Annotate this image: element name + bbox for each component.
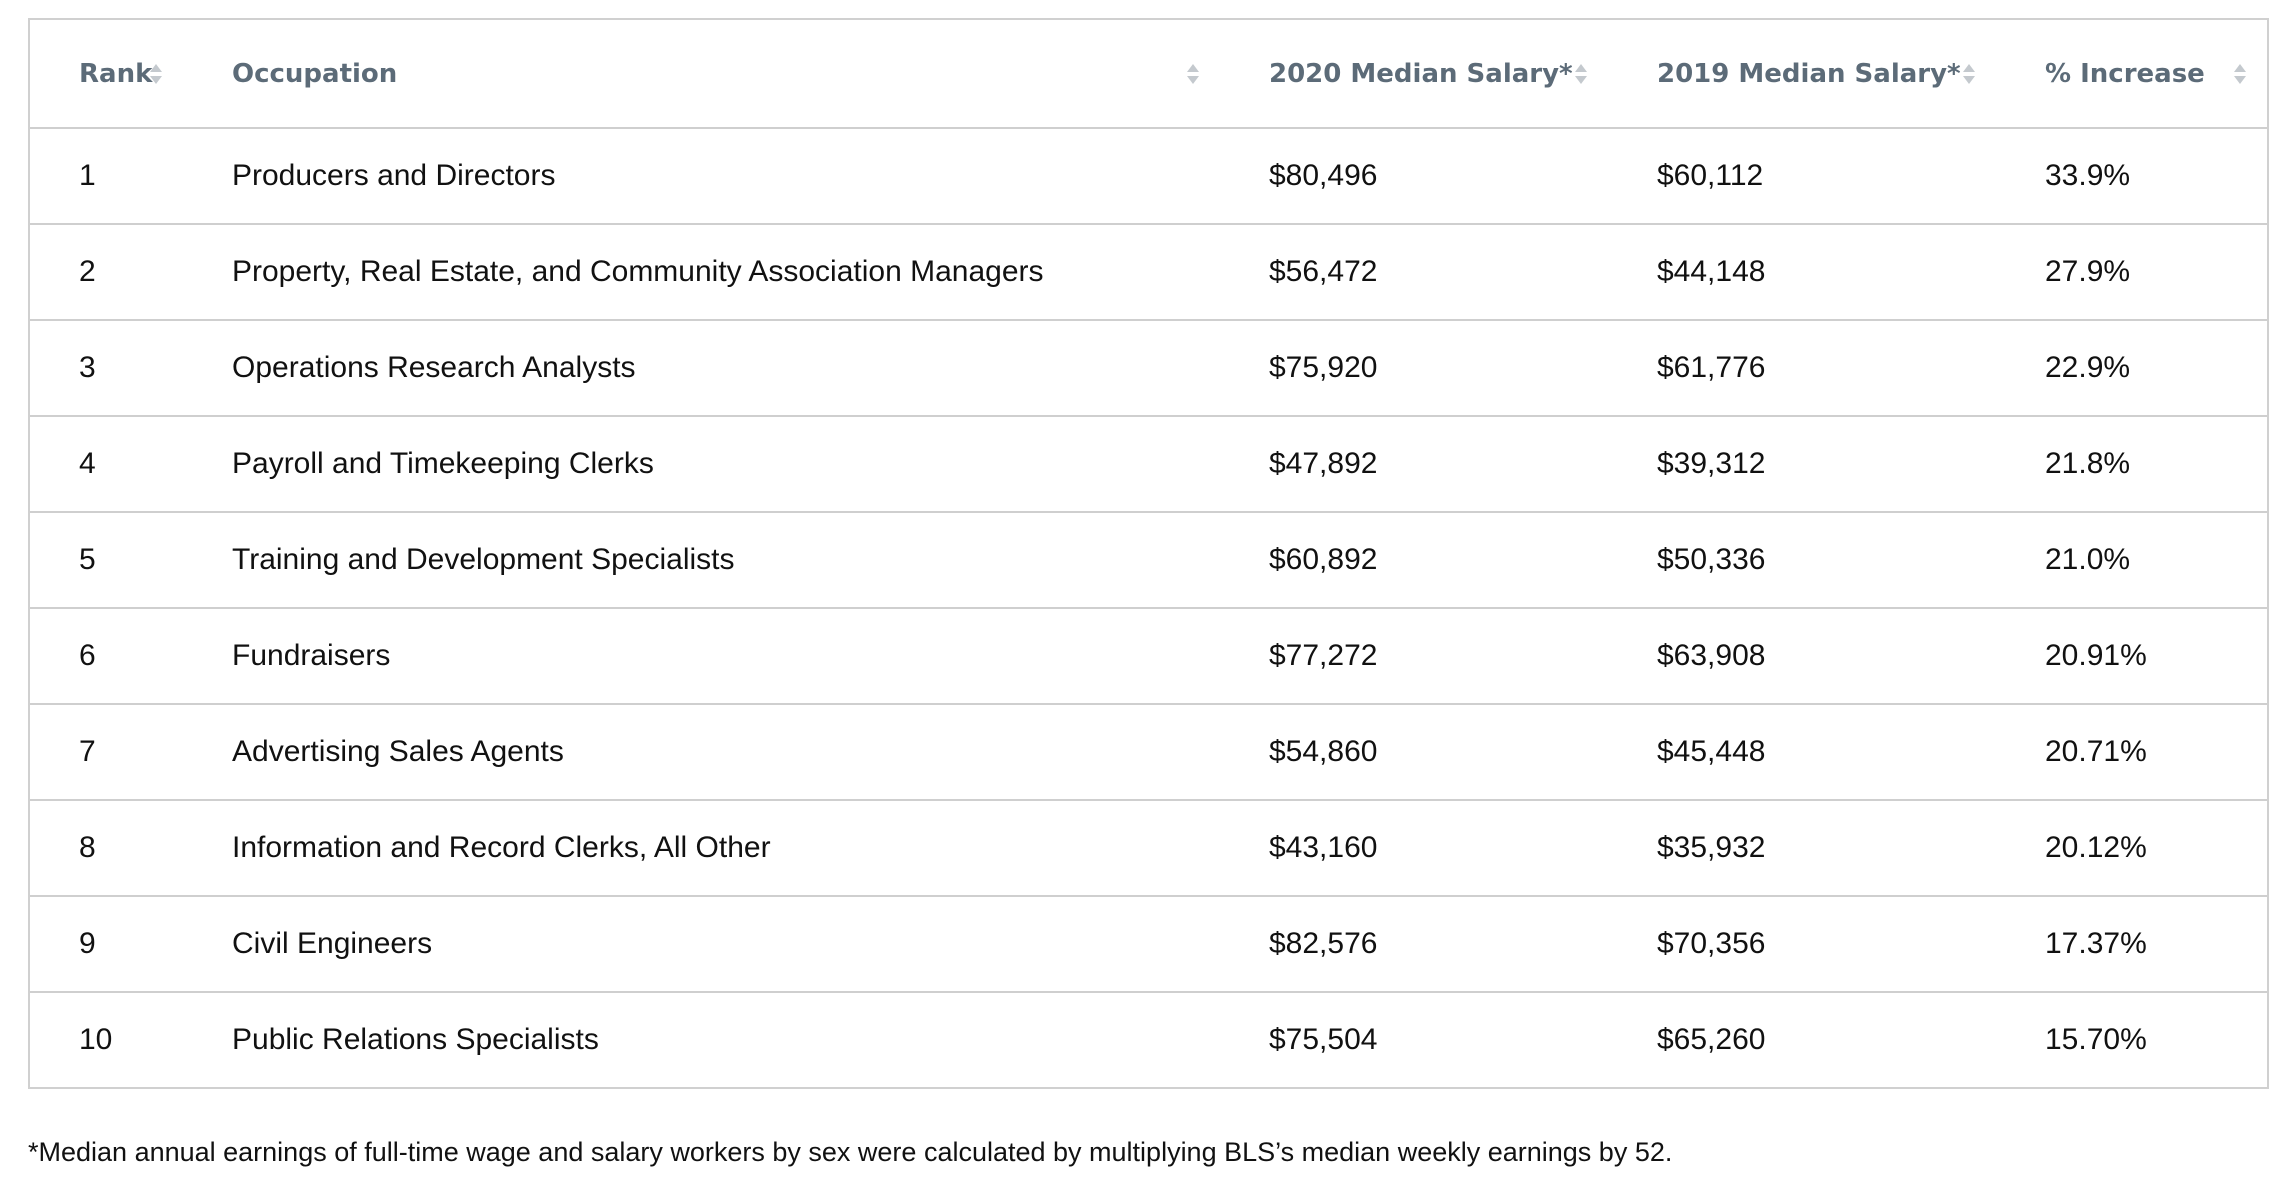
- cell-salary-2020: $80,496: [1220, 128, 1608, 224]
- cell-salary-2020: $47,892: [1220, 416, 1608, 512]
- table-row: [30, 224, 2267, 320]
- cell-salary-2019: $44,148: [1608, 224, 1996, 320]
- cell-occupation: Advertising Sales Agents: [183, 704, 1220, 800]
- cell-salary-2019: $45,448: [1608, 704, 1996, 800]
- sort-arrows-icon[interactable]: [1574, 63, 1588, 85]
- table-body: [30, 128, 2267, 1087]
- cell-salary-2020: $77,272: [1220, 608, 1608, 704]
- cell-increase: 21.0%: [1996, 512, 2267, 608]
- cell-salary-2019: $70,356: [1608, 896, 1996, 992]
- cell-rank: 6: [30, 608, 183, 704]
- sort-arrows-icon[interactable]: [1962, 63, 1976, 85]
- column-header-percent-increase[interactable]: [1996, 20, 2267, 128]
- cell-occupation: Property, Real Estate, and Community Association Managers: [183, 224, 1220, 320]
- column-header-rank[interactable]: [30, 20, 183, 128]
- header-row: [30, 20, 2267, 128]
- table-row: [30, 416, 2267, 512]
- column-header-2019-median-salary[interactable]: [1608, 20, 1996, 128]
- cell-salary-2019: $61,776: [1608, 320, 1996, 416]
- table-row: [30, 704, 2267, 800]
- column-header-label: 2020 Median Salary*: [1269, 58, 1573, 89]
- salary-table-container: [28, 18, 2269, 1089]
- table-row: [30, 128, 2267, 224]
- cell-salary-2020: $60,892: [1220, 512, 1608, 608]
- cell-increase: 20.91%: [1996, 608, 2267, 704]
- cell-increase: 33.9%: [1996, 128, 2267, 224]
- cell-occupation: Information and Record Clerks, All Other: [183, 800, 1220, 896]
- cell-rank: 3: [30, 320, 183, 416]
- table-row: [30, 992, 2267, 1087]
- cell-salary-2020: $56,472: [1220, 224, 1608, 320]
- cell-increase: 20.12%: [1996, 800, 2267, 896]
- cell-salary-2020: $75,504: [1269, 1023, 1378, 1056]
- cell-rank: 9: [30, 896, 183, 992]
- column-header-occupation[interactable]: [183, 20, 1220, 128]
- cell-rank: 4: [30, 416, 183, 512]
- cell-increase: 27.9%: [1996, 224, 2267, 320]
- cell-salary-2020: $43,160: [1220, 800, 1608, 896]
- cell-salary-2019: $63,908: [1608, 608, 1996, 704]
- cell-salary-2019: $65,260: [1657, 1023, 1766, 1056]
- cell-increase: 21.8%: [1996, 416, 2267, 512]
- cell-increase: 22.9%: [1996, 320, 2267, 416]
- table-row: [30, 608, 2267, 704]
- sort-arrows-icon[interactable]: [149, 63, 163, 85]
- cell-occupation: Payroll and Timekeeping Clerks: [183, 416, 1220, 512]
- cell-salary-2019: $39,312: [1608, 416, 1996, 512]
- cell-rank: 5: [30, 512, 183, 608]
- cell-rank: 1: [30, 128, 183, 224]
- cell-rank: 7: [30, 704, 183, 800]
- cell-occupation: Fundraisers: [183, 608, 1220, 704]
- sort-arrows-icon[interactable]: [2233, 63, 2247, 85]
- column-header-label: Occupation: [232, 58, 398, 89]
- footnote: *Median annual earnings of full-time wage and salary workers by sex were calculated by multiplying BLS’s median weekly earnings by 52.: [28, 1137, 1673, 1167]
- column-header-label: Rank: [79, 58, 153, 89]
- cell-salary-2019: $35,932: [1608, 800, 1996, 896]
- column-header-label: 2019 Median Salary*: [1657, 58, 1961, 89]
- sort-arrows-icon[interactable]: [1186, 63, 1200, 85]
- cell-increase: 20.71%: [1996, 704, 2267, 800]
- column-header-label: % Increase: [2045, 58, 2205, 89]
- cell-salary-2020: $75,920: [1220, 320, 1608, 416]
- table-row: [30, 800, 2267, 896]
- table-header: [30, 20, 2267, 128]
- cell-occupation: Operations Research Analysts: [183, 320, 1220, 416]
- cell-salary-2019: $60,112: [1608, 128, 1996, 224]
- table-row: [30, 896, 2267, 992]
- cell-rank: 10: [79, 1023, 113, 1056]
- cell-salary-2020: $82,576: [1220, 896, 1608, 992]
- table-row: [30, 512, 2267, 608]
- cell-occupation: Public Relations Specialists: [232, 1023, 599, 1056]
- cell-salary-2020: $54,860: [1220, 704, 1608, 800]
- cell-salary-2019: $50,336: [1608, 512, 1996, 608]
- cell-occupation: Civil Engineers: [183, 896, 1220, 992]
- cell-rank: 2: [30, 224, 183, 320]
- cell-increase: 17.37%: [1996, 896, 2267, 992]
- cell-rank: 8: [30, 800, 183, 896]
- cell-increase: 15.70%: [2045, 1023, 2147, 1056]
- column-header-2020-median-salary[interactable]: [1220, 20, 1608, 128]
- cell-occupation: Producers and Directors: [183, 128, 1220, 224]
- table-row: [30, 320, 2267, 416]
- cell-occupation: Training and Development Specialists: [183, 512, 1220, 608]
- salary-table: [30, 20, 2267, 1087]
